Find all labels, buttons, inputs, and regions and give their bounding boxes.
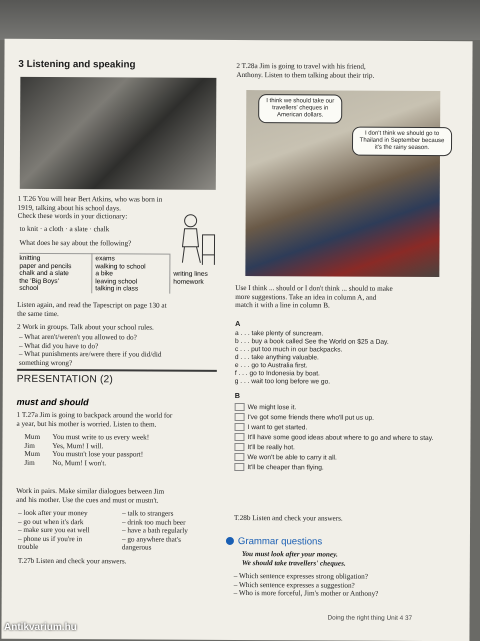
text-line: and his mother. Use the cues and must or mustn't.: [16, 495, 159, 505]
use-instructions: [235, 284, 461, 311]
pairs-instructions: [16, 487, 216, 505]
list-item: – What did you have to do?: [18, 341, 99, 350]
list-item: dangerous: [121, 543, 152, 552]
text-line: Anthony. Listen to them talking about their trip.: [236, 70, 375, 80]
answer-box: [235, 423, 245, 431]
grammar-questions-heading: [226, 536, 322, 548]
table-cell: exams: [95, 255, 115, 263]
text-line: Use I think ... should or I don't think ... should to make: [235, 283, 393, 293]
question-line: What does he say about the following?: [19, 238, 132, 248]
item-text: It'll have some good ideas about where to go and where to stay.: [247, 434, 434, 443]
table-divider: [91, 253, 92, 293]
list-item: b . . . buy a book called See the World on $25 a Day.: [234, 337, 389, 346]
right-column: [233, 40, 463, 598]
t27b: T.27b Listen and check your answers.: [17, 556, 127, 566]
column-b-list: [234, 403, 434, 474]
column-b-label: B: [234, 390, 240, 401]
table-cell: talking in class: [95, 285, 139, 293]
answer-box: [234, 443, 244, 451]
list-item: [234, 463, 434, 474]
item-text: It'll be cheaper than flying.: [247, 464, 324, 472]
text-line: Work in pairs. Make similar dialogues between Jim: [16, 486, 165, 496]
list-item: c . . . put too much in our backpacks.: [234, 345, 343, 354]
item2-questions: [19, 333, 219, 368]
item2: 2 Work in groups. Talk about your school rules.: [17, 322, 154, 332]
utterance: No, Mum! I won't.: [52, 458, 107, 468]
dialogue: [24, 433, 214, 468]
table-cell: the 'Big Boys': [19, 277, 59, 285]
list-item: f . . . go to Indonesia by boat.: [234, 369, 320, 378]
list-item: – What aren't/weren't you allowed to do?: [18, 332, 137, 342]
list-item: – talk to strangers: [122, 509, 174, 518]
speaker: Jim: [24, 441, 35, 450]
table-cell: homework: [173, 278, 204, 286]
bullet-dot-icon: [226, 537, 234, 545]
cues-right: [122, 509, 216, 552]
list-item: trouble: [17, 543, 39, 552]
answer-box: [235, 413, 245, 421]
text-line: 2 T.28a Jim is going to travel with his friend,: [236, 61, 366, 71]
left-column: [16, 39, 219, 566]
table-cell: school: [19, 285, 39, 293]
dialogue-line: [24, 459, 214, 469]
example-line: We should take travellers' cheques.: [241, 558, 346, 568]
answer-box: [234, 463, 244, 471]
table-col-1: [19, 255, 89, 293]
item-text: It'll be really hot.: [247, 444, 295, 452]
must-should-heading: must and should: [16, 396, 89, 408]
text-line: more suggestions. Take an idea in column A, and: [235, 292, 377, 302]
scan-background: [0, 0, 480, 40]
text-line: Check these words in your dictionary:: [17, 212, 128, 221]
table-cell: writing lines: [173, 270, 208, 278]
list-item: – go anywhere that's: [121, 535, 181, 544]
list-item: a . . . take plenty of suncream.: [235, 329, 324, 338]
item-text: I want to get started.: [247, 424, 308, 432]
classroom-photo: [20, 77, 217, 190]
presentation-title: PRESENTATION (2): [16, 373, 114, 386]
list-item: – have a bath regularly: [121, 526, 188, 535]
list-item: – Who is more forceful, Jim's mother or Anthony?: [233, 589, 379, 598]
list-item: – make sure you eat well: [17, 526, 90, 535]
item-text: We won't be able to carry it all.: [247, 454, 337, 462]
table-divider: [169, 254, 170, 294]
t28b: T.28b Listen and check your answers.: [234, 513, 343, 523]
table-cell: a bike: [95, 270, 113, 278]
utterance: You mustn't lose your passport!: [52, 450, 144, 459]
t27a-intro: [17, 411, 217, 429]
table-col-3: [173, 271, 219, 286]
t28a-intro: [236, 62, 462, 80]
vocab-line: to knit · a cloth · a slate · chalk: [19, 224, 110, 234]
text-line: 1 T.26 You will hear Bert Atkins, who was born in: [17, 194, 163, 204]
speaker: Mum: [24, 432, 41, 441]
list-item: – What punishments are/were there if you did/did: [18, 350, 162, 359]
column-a-list: [235, 330, 461, 387]
list-item: d . . . take anything valuable.: [234, 353, 319, 362]
speaker: Jim: [24, 458, 35, 467]
speech-bubble: I think we should take our travellers' cheques in American dollars.: [258, 94, 342, 123]
example-line: You must look after your money.: [241, 550, 338, 559]
table-cell: walking to school: [95, 262, 146, 271]
watermark: Antikvarium.hu: [4, 622, 77, 633]
table-col-2: [95, 255, 167, 293]
item-text: We might lose it.: [247, 404, 297, 412]
list-item: something wrong?: [18, 358, 73, 367]
presentation-rule: [17, 369, 217, 372]
text-line: Listen again, and read the Tapescript on page 130 at: [17, 300, 167, 310]
table-cell: chalk and a slate: [19, 270, 69, 278]
page-footer: Doing the right thing Unit 4 37: [327, 614, 413, 622]
table-cell: knitting: [19, 254, 41, 262]
list-item: – Which sentence expresses a suggestion?: [233, 580, 355, 590]
list-item: – phone us if you're in: [17, 534, 83, 543]
boy-illustration: [171, 210, 217, 268]
speech-bubble: I don't think we should go to Thailand in September because it's the rainy season.: [352, 127, 452, 157]
utterance: You must write to us every week!: [52, 433, 150, 442]
list-item: e . . . go to Australia first.: [234, 361, 308, 370]
answer-box: [234, 453, 244, 461]
text-line: 1 T.27a Jim is going to backpack around the world for: [16, 410, 173, 420]
table-cell: paper and pencils: [19, 262, 72, 270]
text-line: the same time.: [17, 309, 59, 318]
list-item: g . . . wait too long before we go.: [234, 377, 331, 386]
cues-left: [18, 509, 118, 552]
list-item: – go out when it's dark: [18, 517, 84, 526]
listen-again: [17, 301, 217, 319]
utterance: Yes, Mum! I will.: [52, 441, 104, 450]
text-line: 1919, talking about his school days.: [17, 203, 121, 212]
answer-box: [234, 433, 244, 441]
list-item: – Which sentence expresses strong obligation?: [233, 571, 368, 581]
item-text: I've got some friends there who'll put us up.: [247, 414, 375, 422]
table-cell: leaving school: [95, 278, 138, 286]
boy-drawing-icon: [172, 211, 216, 267]
grammar-question-list: [234, 572, 460, 599]
textbook-page: [1, 39, 472, 641]
grammar-examples: [242, 550, 346, 568]
text-line: match it with a line in column B.: [235, 301, 330, 310]
list-item: – drink too much beer: [122, 517, 186, 527]
speaker: Mum: [24, 450, 40, 459]
column-a-label: A: [235, 318, 241, 329]
text-line: a year, but his mother is worried. Listen to them.: [16, 419, 157, 429]
grammar-title: Grammar questions: [237, 536, 323, 548]
section-heading: 3 Listening and speaking: [18, 58, 136, 71]
answer-box: [235, 403, 245, 411]
list-item: – look after your money: [18, 508, 88, 518]
